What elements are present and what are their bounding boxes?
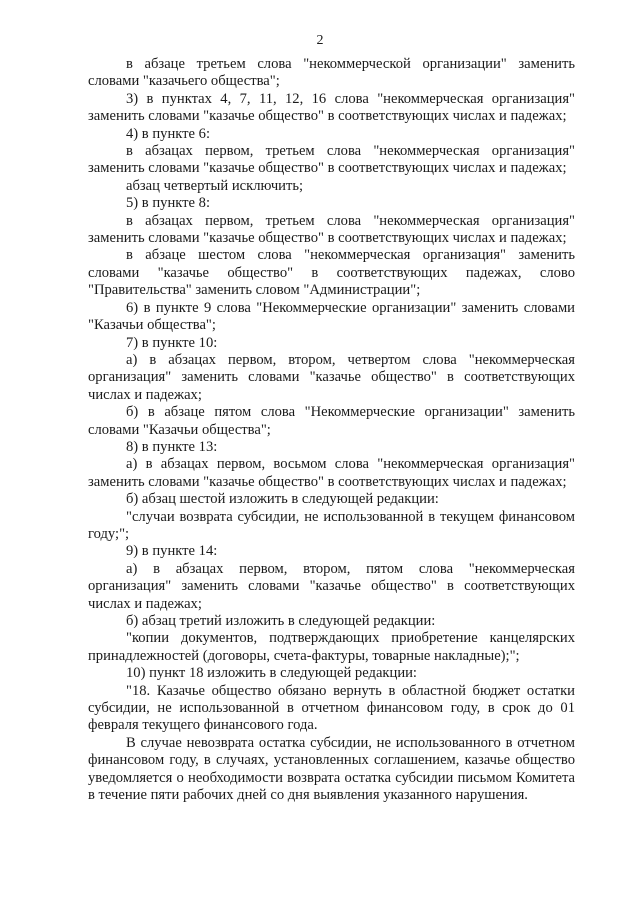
paragraph: "копии документов, подтверждающих приобретение канцелярских принадлежностей (договоры, счета-фактуры, товарные накладные);"; (88, 630, 575, 664)
paragraph: 4) в пункте 6: (126, 125, 211, 142)
paragraph: В случае невозврата остатка субсидии, не использованного в отчетном финансовом году, в случаях, установленных соглашением, казачье общество уведомляется о необходимости возврата остатка субсидии письмом Комитета в течение пяти рабочих дней со дня выявления указанного нарушения. (88, 734, 575, 804)
paragraph: "18. Казачье общество обязано вернуть в областной бюджет остатки субсидии, не использованной в отчетном финансовом году, в срок до 01 февраля текущего финансового года. (88, 682, 575, 734)
document-body (88, 56, 575, 804)
paragraph: 8) в пункте 13: (126, 438, 218, 455)
paragraph: б) в абзаце пятом слова "Некоммерческие организации" заменить словами "Казачьи общества"; (88, 404, 575, 438)
paragraph: а) в абзацах первом, восьмом слова "некоммерческая организация" заменить словами "казачье общество" в соответствующих числах и падежах; (88, 456, 575, 490)
paragraph: 5) в пункте 8: (126, 195, 211, 212)
paragraph: 7) в пункте 10: (126, 334, 218, 351)
paragraph: в абзацах первом, третьем слова "некоммерческая организация" заменить словами "казачье общество" в соответствующих числах и падежах; (88, 212, 575, 247)
paragraph: б) абзац шестой изложить в следующей редакции: (126, 491, 439, 508)
paragraph: 9) в пункте 14: (126, 543, 218, 560)
page-number: 2 (316, 33, 324, 48)
paragraph: 10) пункт 18 изложить в следующей редакции: (126, 665, 417, 682)
paragraph: в абзацах первом, третьем слова "некоммерческая организация" заменить словами "казачье общество" в соответствующих числах и падежах; (88, 143, 575, 177)
paragraph: абзац четвертый исключить; (126, 177, 304, 194)
paragraph: в абзаце третьем слова "некоммерческой организации" заменить словами "казачьего общества"; (88, 56, 575, 90)
paragraph: а) в абзацах первом, втором, четвертом слова "некоммерческая организация" заменить словами "казачье общество" в соответствующих числах и падежах; (88, 351, 575, 403)
paragraph: "случаи возврата субсидии, не использованной в текущем финансовом году;"; (88, 508, 575, 542)
paragraph: 6) в пункте 9 слова "Некоммерческие организации" заменить словами "Казачьи общества"; (88, 299, 575, 334)
paragraph: в абзаце шестом слова "некоммерческая организация" заменить словами "казачье общество" в соответствующих падежах, слово "Правительства" заменить словом "Администрации"; (88, 247, 575, 299)
paragraph: б) абзац третий изложить в следующей редакции: (126, 613, 436, 629)
paragraph: а) в абзацах первом, втором, пятом слова "некоммерческая организация" заменить словами "казачье общество" в соответствующих числах и падежах; (88, 560, 575, 612)
paragraph: 3) в пунктах 4, 7, 11, 12, 16 слова "некоммерческая организация" заменить словами "казачье общество" в соответствующих числах и падежах; (88, 90, 575, 125)
